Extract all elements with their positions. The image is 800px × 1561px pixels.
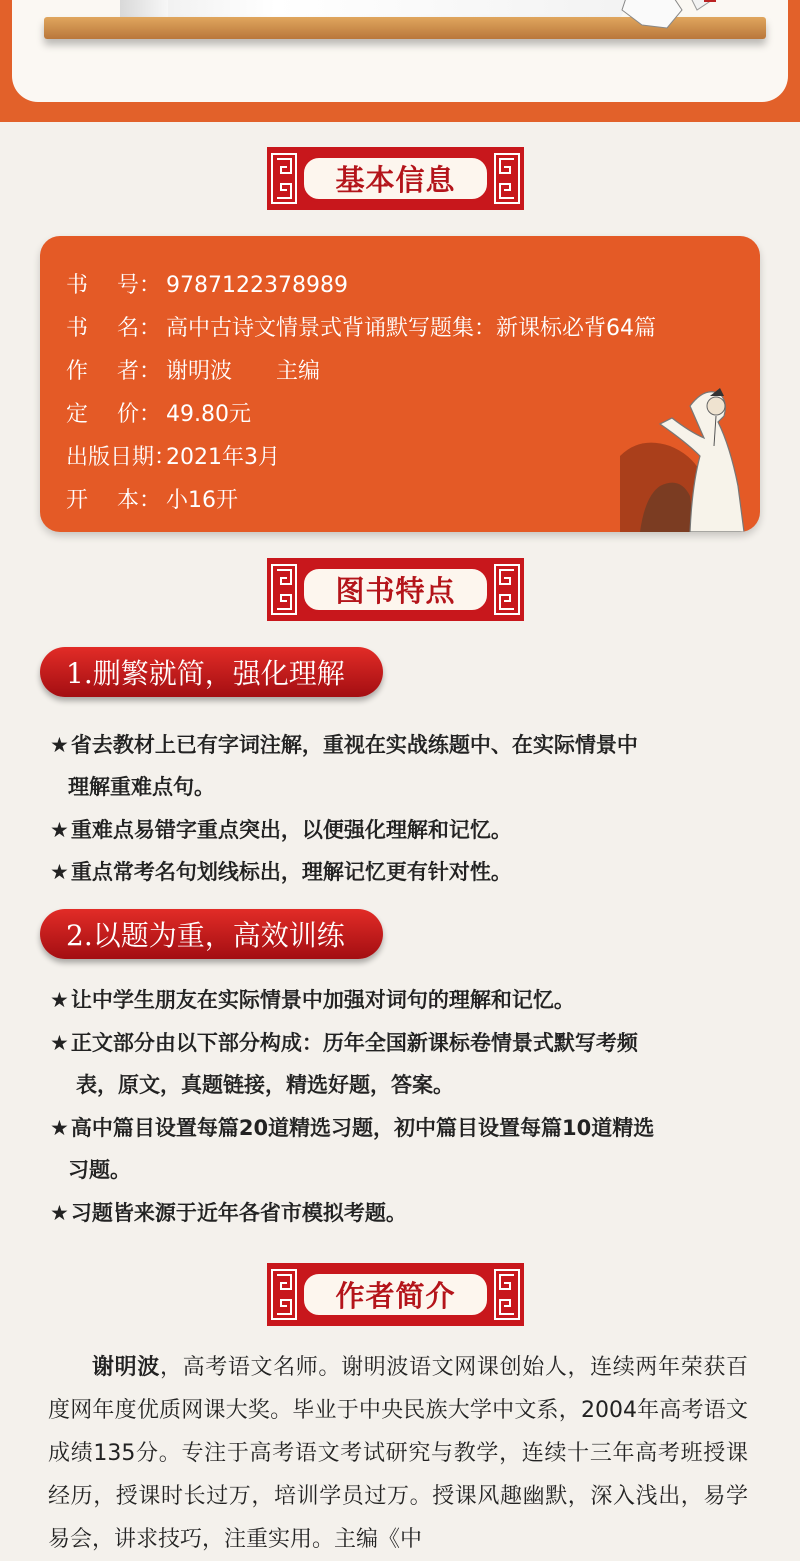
book-info-card	[40, 236, 760, 532]
info-row-isbn	[66, 268, 348, 299]
bullet-text: 高中篇目设置每篇20道精选习题，初中篇目设置每篇10道精选	[70, 1116, 655, 1140]
star-icon: ★	[50, 988, 69, 1012]
info-key: 书 名：	[66, 316, 161, 341]
star-icon: ★	[50, 1201, 69, 1225]
author-bio	[48, 1346, 748, 1561]
info-value: 小16开	[166, 488, 238, 513]
info-value: 谢明波 主编	[166, 359, 321, 384]
ornament-icon	[271, 1269, 297, 1320]
info-key: 开 本：	[66, 488, 161, 513]
info-value: 49.80元	[166, 402, 251, 427]
bullet-text: 习题皆来源于近年各省市模拟考题。	[70, 1201, 407, 1225]
feature-heading-label: 1.删繁就简，强化理解	[66, 657, 345, 690]
ancient-poet-illustration-icon	[620, 376, 760, 532]
feature-2-bullet-2	[50, 1022, 750, 1106]
ornament-icon	[494, 1269, 520, 1320]
feature-1-bullet-3	[50, 851, 750, 893]
info-value: 高中古诗文情景式背诵默写题集：新课标必背64篇	[166, 316, 656, 341]
star-icon: ★	[50, 733, 69, 757]
info-key: 书 号：	[66, 273, 161, 298]
feature-1-bullet-1	[50, 724, 750, 808]
star-icon: ★	[50, 818, 69, 842]
book-shelf-image	[12, 0, 788, 102]
bullet-text: 让中学生朋友在实际情景中加强对词句的理解和记忆。	[70, 988, 575, 1012]
info-value: 2021年3月	[166, 445, 280, 470]
ornament-icon	[494, 564, 520, 615]
section-title-basic-info	[267, 147, 524, 210]
ornament-icon	[494, 153, 520, 204]
feature-2-bullet-1	[50, 979, 750, 1021]
info-row-title	[66, 311, 656, 342]
feature-heading-2	[40, 909, 383, 959]
bullet-text-cont: 理解重难点句。	[68, 775, 215, 799]
ornament-icon	[271, 153, 297, 204]
author-bio-text: ，高考语文名师。谢明波语文网课创始人，连续两年荣获百度网年度优质网课大奖。毕业于中央民族大学中文系，2004年高考语文成绩135分。专注于高考语文考试研究与教学，连续十三年高考班授课经历，授课时长过万，培训学员过万。授课风趣幽默，深入浅出，易学易会，讲求技巧，注重实用。主编《中	[48, 1355, 748, 1552]
bullet-text: 省去教材上已有字词注解，重视在实战练题中、在实际情景中	[70, 733, 638, 757]
star-icon: ★	[50, 860, 69, 884]
section-title-label: 图书特点	[335, 574, 456, 608]
info-row-format	[66, 483, 238, 514]
bullet-text: 正文部分由以下部分构成：历年全国新课标卷情景式默写考频	[70, 1031, 638, 1055]
info-key: 作 者：	[66, 359, 161, 384]
poet-figure-icon	[612, 0, 732, 30]
feature-2-bullet-3	[50, 1107, 750, 1191]
feature-2-bullet-4	[50, 1192, 750, 1234]
feature-1-bullet-2	[50, 809, 750, 851]
info-key: 定 价：	[66, 402, 161, 427]
bullet-text: 重点常考名句划线标出，理解记忆更有针对性。	[70, 860, 512, 884]
info-value: 9787122378989	[166, 273, 348, 298]
bullet-text-cont: 表，原文，真题链接，精选好题，答案。	[76, 1073, 454, 1097]
info-row-date	[66, 440, 280, 471]
section-title-label: 基本信息	[335, 163, 456, 197]
info-key: 出版日期：	[66, 445, 177, 470]
info-row-price	[66, 397, 251, 428]
section-title-features	[267, 558, 524, 621]
bullet-text: 重难点易错字重点突出，以便强化理解和记忆。	[70, 818, 512, 842]
bullet-text-cont: 习题。	[68, 1158, 131, 1182]
info-row-author	[66, 354, 320, 385]
section-title-author	[267, 1263, 524, 1326]
feature-heading-1	[40, 647, 383, 697]
section-title-label: 作者简介	[335, 1279, 456, 1313]
star-icon: ★	[50, 1031, 69, 1055]
star-icon: ★	[50, 1116, 69, 1140]
author-name: 谢明波	[92, 1355, 160, 1380]
ornament-icon	[271, 564, 297, 615]
feature-heading-label: 2.以题为重，高效训练	[66, 919, 345, 952]
